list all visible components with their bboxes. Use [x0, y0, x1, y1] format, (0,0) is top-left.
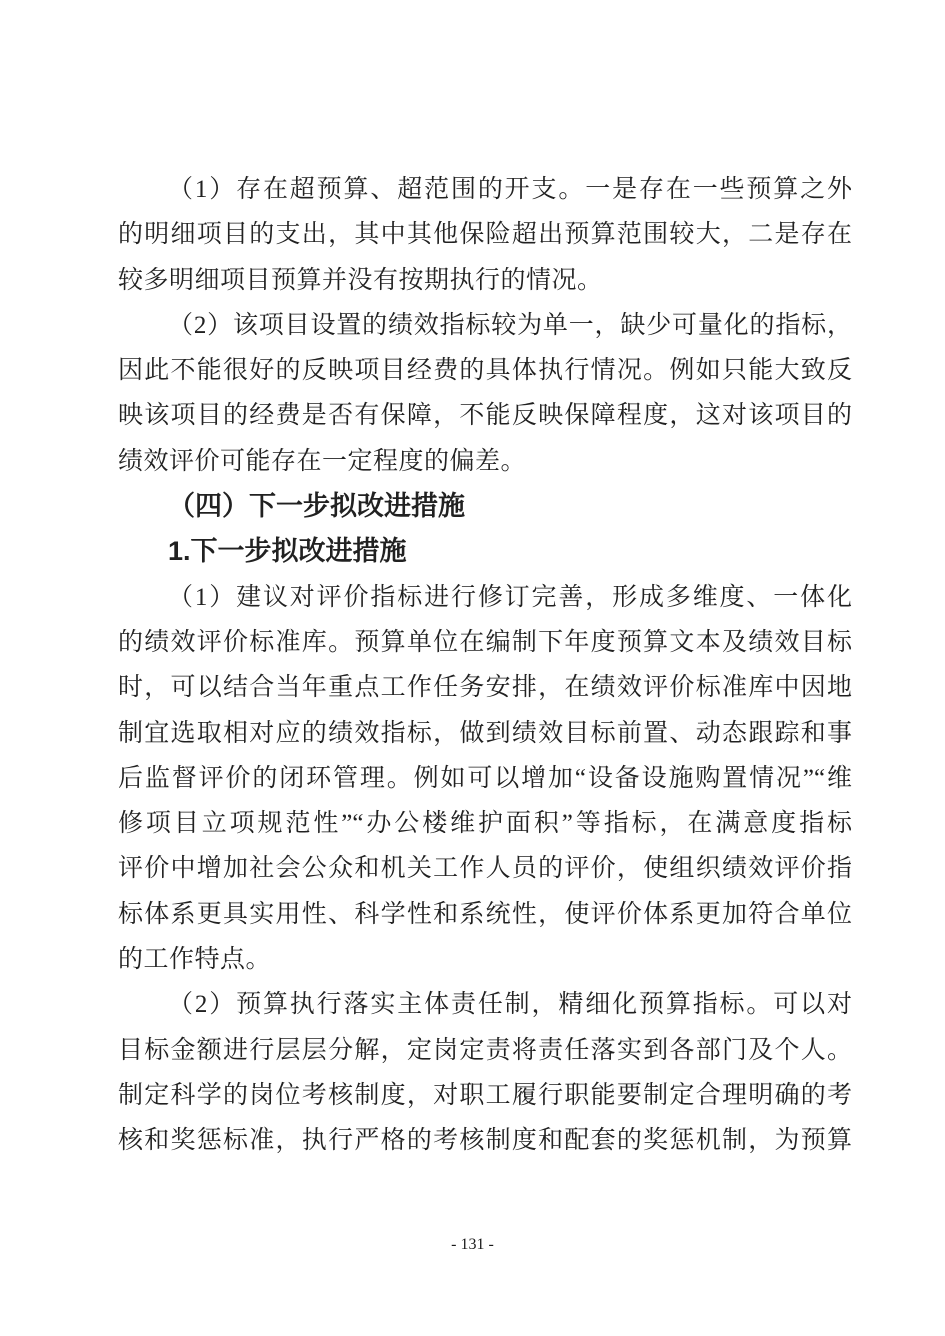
text-line: 较多明细项目预算并没有按期执行的情况。	[118, 266, 603, 294]
text-line: 1.下一步拟改进措施	[168, 536, 407, 567]
heading-level-1	[118, 484, 852, 529]
text-line: 绩效评价可能存在一定程度的偏差。	[118, 447, 527, 475]
heading-level-2	[118, 529, 852, 574]
paragraph	[118, 303, 852, 484]
paragraph	[118, 575, 852, 983]
text-line: 核和奖惩标准，执行严格的考核制度和配套的奖惩机制，为预算	[118, 1127, 852, 1155]
text-line: （1）建议对评价指标进行修订完善，形成多维度、一体化	[168, 583, 852, 611]
text-block	[118, 167, 852, 1164]
text-line: （四）下一步拟改进措施	[168, 491, 465, 522]
text-line: 制宜选取相对应的绩效指标，做到绩效目标前置、动态跟踪和事	[118, 719, 852, 747]
text-line: 目标金额进行层层分解，定岗定责将责任落实到各部门及个人。	[118, 1036, 852, 1064]
text-line: 时，可以结合当年重点工作任务安排，在绩效评价标准库中因地	[118, 674, 852, 702]
text-line: （1）存在超预算、超范围的开支。一是存在一些预算之外	[168, 176, 852, 203]
text-line: 的工作特点。	[118, 946, 272, 974]
text-line: 评价中增加社会公众和机关工作人员的评价，使组织绩效评价指	[118, 855, 852, 883]
paragraph	[118, 167, 852, 303]
text-line: 制定科学的岗位考核制度，对职工履行职能要制定合理明确的考	[118, 1081, 852, 1109]
text-line: 标体系更具实用性、科学性和系统性，使评价体系更加符合单位	[118, 900, 852, 928]
text-line: 修项目立项规范性”“办公楼维护面积”等指标，在满意度指标	[118, 810, 852, 838]
text-line: （2）预算执行落实主体责任制，精细化预算指标。可以对	[168, 991, 852, 1019]
text-line: （2）该项目设置的绩效指标较为单一，缺少可量化的指标，	[168, 311, 852, 339]
text-line: 后监督评价的闭环管理。例如可以增加“设备设施购置情况”“维	[118, 764, 852, 792]
text-line: 的明细项目的支出，其中其他保险超出预算范围较大，二是存在	[118, 221, 852, 249]
text-line: 映该项目的经费是否有保障，不能反映保障程度，这对该项目的	[118, 402, 852, 430]
page-number: - 131 -	[451, 1236, 494, 1253]
text-line: 因此不能很好的反映项目经费的具体执行情况。例如只能大致反	[118, 357, 852, 385]
text-line: 的绩效评价标准库。预算单位在编制下年度预算文本及绩效目标	[118, 628, 852, 656]
paragraph	[118, 982, 852, 1163]
